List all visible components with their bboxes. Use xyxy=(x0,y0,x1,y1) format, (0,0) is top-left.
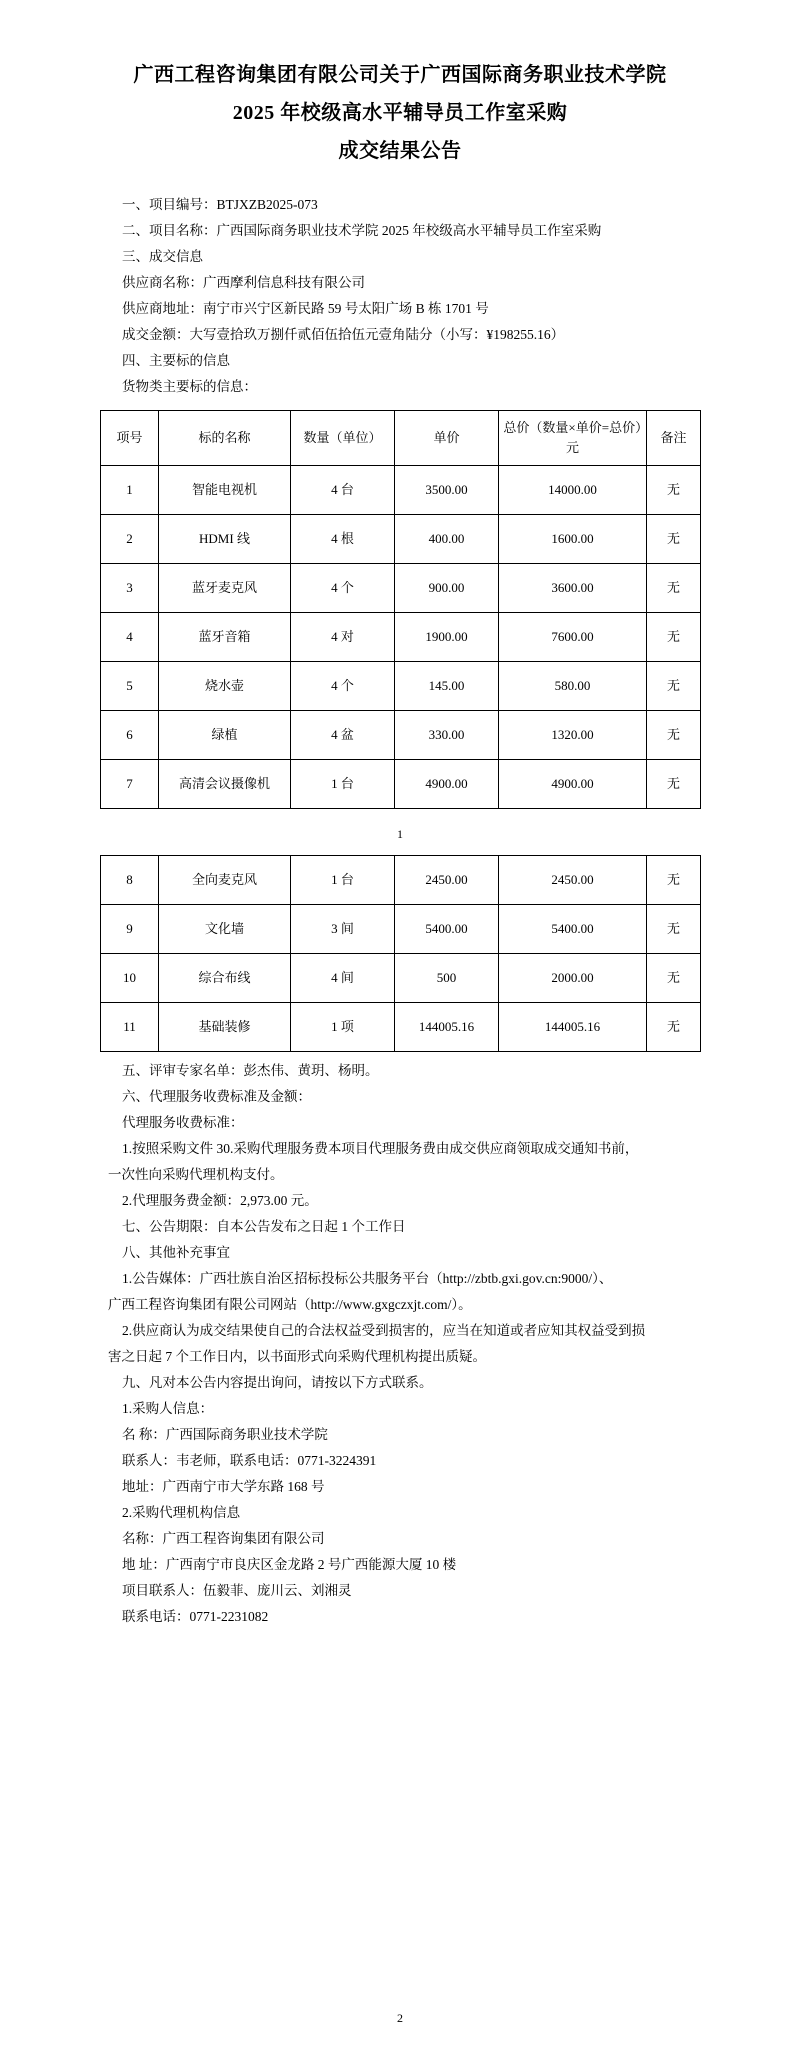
header-cell-qty: 数量（单位） xyxy=(291,411,395,466)
agent-info-heading: 2.采购代理机构信息 xyxy=(122,1505,241,1520)
section-other-heading: 八、其他补充事宜 xyxy=(122,1245,230,1260)
cell-name: 绿植 xyxy=(159,711,291,760)
cell-unit-price: 5400.00 xyxy=(395,905,499,954)
page-number-first: 1 xyxy=(397,827,403,841)
header-cell-total: 总价（数量×单价=总价）元 xyxy=(499,411,647,466)
table-row xyxy=(101,711,701,760)
cell-no: 2 xyxy=(101,515,159,564)
cell-unit-price: 3500.00 xyxy=(395,466,499,515)
cell-qty: 1 台 xyxy=(291,856,395,905)
cell-qty: 4 间 xyxy=(291,954,395,1003)
cell-no: 1 xyxy=(101,466,159,515)
cell-qty: 4 台 xyxy=(291,466,395,515)
section-project-number: 一、项目编号：BTJXZB2025-073 xyxy=(122,197,318,212)
header-cell-no: 项号 xyxy=(101,411,159,466)
table-row xyxy=(101,662,701,711)
buyer-info-heading: 1.采购人信息： xyxy=(122,1401,214,1416)
table-row xyxy=(101,760,701,809)
document-body xyxy=(100,170,700,1052)
cell-name: 文化墙 xyxy=(159,905,291,954)
section-award-heading: 三、成交信息 xyxy=(122,249,203,264)
table-row xyxy=(101,856,701,905)
cell-no: 3 xyxy=(101,564,159,613)
table-row xyxy=(101,515,701,564)
buyer-contact: 联系人：韦老师，联系电话：0771-3224391 xyxy=(122,1453,377,1468)
goods-table-page2 xyxy=(100,855,701,1052)
section-project-name: 二、项目名称：广西国际商务职业技术学院 2025 年校级高水平辅导员工作室采购 xyxy=(122,223,602,238)
cell-remark: 无 xyxy=(647,954,701,1003)
cell-qty: 1 项 xyxy=(291,1003,395,1052)
agency-fee-item2: 2.代理服务费金额：2,973.00 元。 xyxy=(122,1193,318,1208)
table-row xyxy=(101,466,701,515)
cell-qty: 4 根 xyxy=(291,515,395,564)
cell-name: 烧水壶 xyxy=(159,662,291,711)
cell-name: 高清会议摄像机 xyxy=(159,760,291,809)
cell-remark: 无 xyxy=(647,613,701,662)
cell-remark: 无 xyxy=(647,466,701,515)
cell-remark: 无 xyxy=(647,711,701,760)
table-header-row xyxy=(101,411,701,466)
cell-qty: 4 个 xyxy=(291,564,395,613)
media-item-line1: 1.公告媒体：广西壮族自治区招标投标公共服务平台（http://zbtb.gxi.gov.cn:9000/）、 xyxy=(122,1271,613,1286)
cell-no: 4 xyxy=(101,613,159,662)
section-main-items-heading: 四、主要标的信息 xyxy=(122,353,230,368)
agent-name: 名称：广西工程咨询集团有限公司 xyxy=(122,1531,325,1546)
cell-total: 4900.00 xyxy=(499,760,647,809)
cell-name: 基础装修 xyxy=(159,1003,291,1052)
cell-remark: 无 xyxy=(647,905,701,954)
cell-qty: 3 间 xyxy=(291,905,395,954)
agency-fee-standard: 代理服务收费标准： xyxy=(122,1115,244,1130)
cell-unit-price: 145.00 xyxy=(395,662,499,711)
cell-name: 智能电视机 xyxy=(159,466,291,515)
section-experts: 五、评审专家名单：彭杰伟、黄玥、杨明。 xyxy=(122,1063,379,1078)
section-agency-fee-heading: 六、代理服务收费标准及金额： xyxy=(122,1089,311,1104)
cell-total: 7600.00 xyxy=(499,613,647,662)
title-line-3: 成交结果公告 xyxy=(338,140,462,162)
agent-phone: 联系电话：0771-2231082 xyxy=(122,1609,269,1624)
agency-fee-item1-line2: 一次性向采购代理机构支付。 xyxy=(108,1167,284,1182)
cell-name: 全向麦克风 xyxy=(159,856,291,905)
cell-name: HDMI 线 xyxy=(159,515,291,564)
table-row xyxy=(101,564,701,613)
table-row xyxy=(101,954,701,1003)
cell-no: 9 xyxy=(101,905,159,954)
header-cell-name: 标的名称 xyxy=(159,411,291,466)
cell-name: 蓝牙麦克风 xyxy=(159,564,291,613)
cell-name: 综合布线 xyxy=(159,954,291,1003)
agent-contact-person: 项目联系人：伍毅菲、庞川云、刘湘灵 xyxy=(122,1583,352,1598)
cell-no: 8 xyxy=(101,856,159,905)
cell-no: 7 xyxy=(101,760,159,809)
cell-no: 6 xyxy=(101,711,159,760)
cell-remark: 无 xyxy=(647,662,701,711)
challenge-item-line1: 2.供应商认为成交结果使自己的合法权益受到损害的，应当在知道或者应知其权益受到损 xyxy=(122,1323,646,1338)
cell-no: 10 xyxy=(101,954,159,1003)
cell-unit-price: 4900.00 xyxy=(395,760,499,809)
cell-unit-price: 1900.00 xyxy=(395,613,499,662)
goods-table-page1 xyxy=(100,410,701,809)
challenge-item-line2: 害之日起 7 个工作日内，以书面形式向采购代理机构提出质疑。 xyxy=(108,1349,486,1364)
supplier-address: 供应商地址：南宁市兴宁区新民路 59 号太阳广场 B 栋 1701 号 xyxy=(122,301,489,316)
cell-qty: 4 盆 xyxy=(291,711,395,760)
table-row xyxy=(101,613,701,662)
title-line-2: 2025 年校级高水平辅导员工作室采购 xyxy=(232,102,568,124)
cell-total: 5400.00 xyxy=(499,905,647,954)
cell-remark: 无 xyxy=(647,564,701,613)
cell-total: 14000.00 xyxy=(499,466,647,515)
cell-total: 580.00 xyxy=(499,662,647,711)
agency-fee-item1-line1: 1.按照采购文件 30.采购代理服务费本项目代理服务费由成交供应商领取成交通知书前， xyxy=(122,1141,639,1156)
cell-qty: 4 个 xyxy=(291,662,395,711)
document-title xyxy=(80,40,720,170)
section-contact-heading: 九、凡对本公告内容提出询问，请按以下方式联系。 xyxy=(122,1375,433,1390)
document-tail xyxy=(100,1052,700,1630)
cell-remark: 无 xyxy=(647,1003,701,1052)
cell-total: 144005.16 xyxy=(499,1003,647,1052)
table-row xyxy=(101,905,701,954)
section-main-items-sub: 货物类主要标的信息： xyxy=(122,379,257,394)
cell-unit-price: 400.00 xyxy=(395,515,499,564)
table-row xyxy=(101,1003,701,1052)
cell-unit-price: 500 xyxy=(395,954,499,1003)
cell-qty: 1 台 xyxy=(291,760,395,809)
header-cell-unit-price: 单价 xyxy=(395,411,499,466)
cell-name: 蓝牙音箱 xyxy=(159,613,291,662)
cell-remark: 无 xyxy=(647,515,701,564)
section-announcement-period: 七、公告期限：自本公告发布之日起 1 个工作日 xyxy=(122,1219,406,1234)
cell-no: 5 xyxy=(101,662,159,711)
buyer-address: 地址：广西南宁市大学东路 168 号 xyxy=(122,1479,325,1494)
award-amount: 成交金额：大写壹拾玖万捌仟贰佰伍拾伍元壹角陆分（小写：¥198255.16） xyxy=(122,327,565,342)
header-cell-remark: 备注 xyxy=(647,411,701,466)
cell-total: 2000.00 xyxy=(499,954,647,1003)
media-item-line2: 广西工程咨询集团有限公司网站（http://www.gxgczxjt.com/）。 xyxy=(108,1297,472,1312)
cell-remark: 无 xyxy=(647,760,701,809)
cell-unit-price: 330.00 xyxy=(395,711,499,760)
supplier-name: 供应商名称：广西摩利信息科技有限公司 xyxy=(122,275,365,290)
cell-total: 1600.00 xyxy=(499,515,647,564)
page-number-second: 2 xyxy=(397,2011,403,2025)
buyer-name: 名 称：广西国际商务职业技术学院 xyxy=(122,1427,328,1442)
cell-total: 2450.00 xyxy=(499,856,647,905)
cell-remark: 无 xyxy=(647,856,701,905)
cell-unit-price: 900.00 xyxy=(395,564,499,613)
cell-no: 11 xyxy=(101,1003,159,1052)
cell-total: 1320.00 xyxy=(499,711,647,760)
cell-unit-price: 144005.16 xyxy=(395,1003,499,1052)
cell-total: 3600.00 xyxy=(499,564,647,613)
cell-unit-price: 2450.00 xyxy=(395,856,499,905)
title-line-1: 广西工程咨询集团有限公司关于广西国际商务职业技术学院 xyxy=(133,64,667,86)
cell-qty: 4 对 xyxy=(291,613,395,662)
agent-address: 地 址：广西南宁市良庆区金龙路 2 号广西能源大厦 10 楼 xyxy=(122,1557,457,1572)
